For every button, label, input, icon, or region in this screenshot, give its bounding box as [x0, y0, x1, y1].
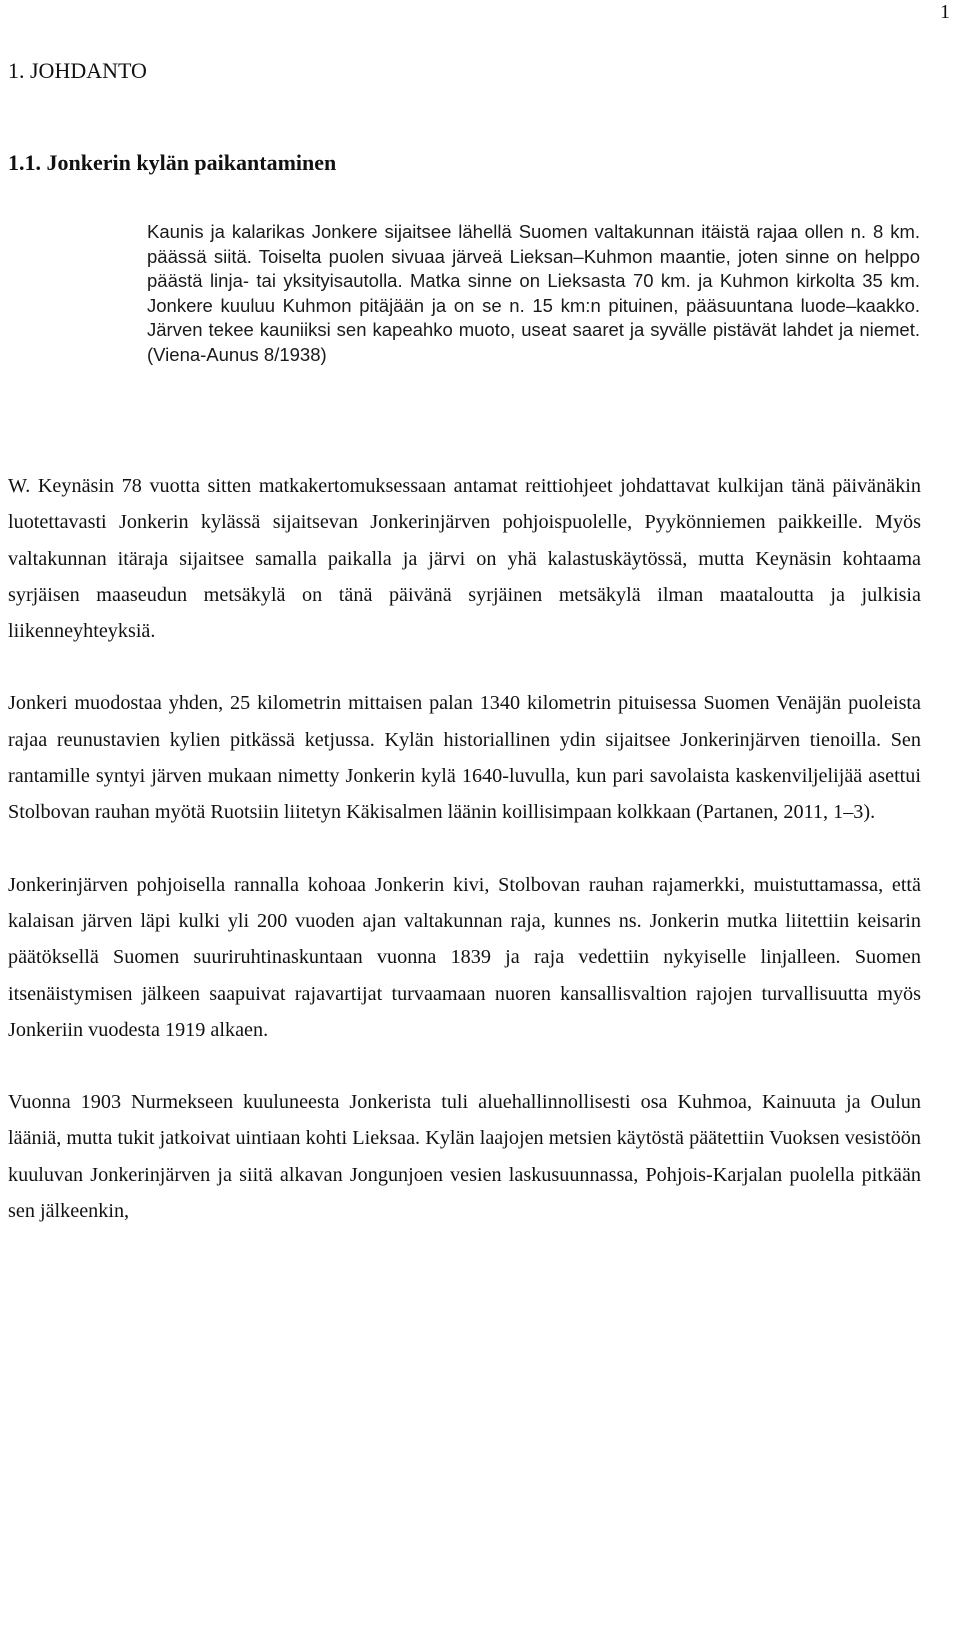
paragraph: Jonkerinjärven pohjoisella rannalla kohoaa Jonkerin kivi, Stolbovan rauhan rajamerkki, muistuttamassa, että kalaisan järven läpi kulki yli 200 vuoden ajan valtakunnan raja, kunnes ns. Jonkerin mutka liitettiin keisarin päätöksellä Suomen suuriruhtinaskuntaan vuonna 1839 ja raja vedettiin nykyiselle linjalleen. Suomen itsenäistymisen jälkeen saapuivat rajavartijat turvaamaan nuoren kansallisvaltion rajojen turvallisuutta myös Jonkeriin vuodesta 1919 alkaen. — [8, 873, 921, 1041]
paragraph: Vuonna 1903 Nurmekseen kuuluneesta Jonkerista tuli aluehallinnollisesti osa Kuhmoa, Kainuuta ja Oulun lääniä, mutta tukit jatkoivat uintiaan kohti Lieksaa. Kylän laajojen metsien käytöstä päätettiin Vuoksen vesistöön kuuluvan Jonkerinjärven ja siitä alkavan Jongunjoen vesien laskusuunnassa, Pohjois-Karjalan puolella pitkään sen jälkeenkin, — [8, 1091, 921, 1223]
paragraph: Jonkeri muodostaa yhden, 25 kilometrin mittaisen palan 1340 kilometrin pituisessa Suomen Venäjän puoleista rajaa reunustavien kylien pitkässä ketjussa. Kylän historiallinen ydin sijaitsee Jonkerinjärven tienoilla. Sen rantamille syntyi järven mukaan nimetty Jonkerin kylä 1640-luvulla, kun pari savolaista kaskenviljelijää asettui Stolbovan rauhan myötä Ruotsiin liitetyn Käkisalmen läänin koillisimpaan kolkkaan (Partanen, 2011, 1–3). — [8, 692, 921, 824]
block-quote: Kaunis ja kalarikas Jonkere sijaitsee lähellä Suomen valtakunnan itäistä rajaa ollen n. 8 km. päässä siitä. Toiselta puolen sivuaa järveä Lieksan–Kuhmon maantie, joten sinne on helppo päästä linja- tai yksityisautolla. Matka sinne on Lieksasta 70 km. ja Kuhmon kirkolta 35 km. Jonkere kuuluu Kuhmon pitäjään ja on se n. 15 km:n pituinen, pääsuuntana luode–kaakko. Järven tekee kauniiksi sen kapeahko muoto, useat saaret ja syvälle pistävät lahdet ja niemet. (Viena-Aunus 8/1938) — [147, 221, 920, 365]
page-number: 1 — [940, 1, 950, 23]
chapter-heading: 1. JOHDANTO — [8, 58, 147, 83]
body-text — [8, 468, 921, 1265]
paragraph: W. Keynäsin 78 vuotta sitten matkakertomuksessaan antamat reittiohjeet johdattavat kulkijan tänä päivänäkin luotettavasti Jonkerin kylässä sijaitsevan Jonkerinjärven pohjoispuolelle, Pyykönniemen paikkeille. Myös valtakunnan itäraja sijaitsee samalla paikalla ja järvi on yhä kalastuskäytössä, mutta Keynäsin kohtaama syrjäisen maaseudun metsäkylä on tänä päivänä syrjäinen metsäkylä ilman maataloutta ja julkisia liikenneyhteyksiä. — [8, 475, 921, 643]
section-heading: 1.1. Jonkerin kylän paikantaminen — [8, 150, 337, 175]
